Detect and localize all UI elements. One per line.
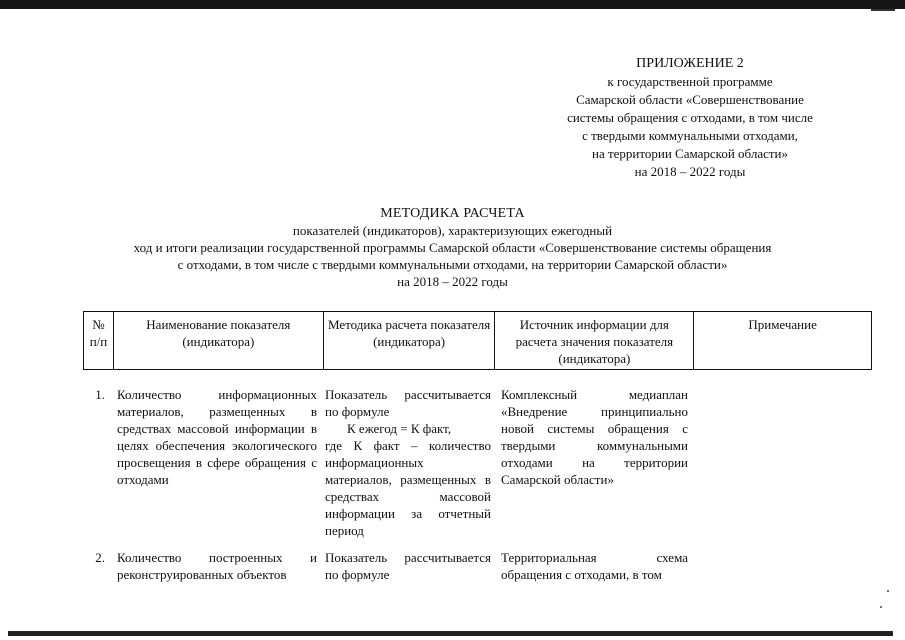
appendix-line: к государственной программе bbox=[607, 74, 773, 89]
indicators-table bbox=[83, 311, 872, 583]
methodology-subtitle-line: показателей (индикаторов), характеризующих ежегодный bbox=[292, 223, 613, 238]
calculation-method bbox=[323, 386, 495, 539]
header-information-source: Источник информации для расчета значения показателя (индикатора) bbox=[495, 312, 694, 369]
indicator-name: Количество информационных материалов, размещенных в средствах массовой информации в целях обеспечения экологического просвещения в сфере обращения с отходами bbox=[117, 387, 317, 487]
note bbox=[694, 386, 872, 539]
methodology-title: МЕТОДИКА РАСЧЕТА bbox=[380, 206, 525, 221]
header-note: Примечание bbox=[694, 312, 872, 369]
methodology-heading bbox=[70, 205, 835, 290]
appendix-line: Самарской области «Совершенствование bbox=[576, 92, 804, 107]
scan-top-edge bbox=[0, 0, 905, 9]
table-row bbox=[83, 386, 872, 539]
appendix-line: с твердыми коммунальными отходами, bbox=[582, 128, 798, 143]
appendix-line: на 2018 – 2022 годы bbox=[634, 164, 746, 179]
method-intro: Показатель рассчитывается по формуле bbox=[325, 387, 491, 419]
methodology-subtitle-line: с отходами, в том числе с твердыми коммунальными отходами, на территории Самарской области» bbox=[177, 257, 728, 272]
indicator-name: Количество построенных и реконструированных объектов bbox=[117, 550, 317, 582]
scan-speck bbox=[887, 590, 889, 592]
calculation-method: Показатель рассчитывается по формуле bbox=[325, 550, 491, 582]
information-source: Территориальная схема обращения с отходами, в том bbox=[501, 550, 688, 582]
header-number: № п/п bbox=[84, 312, 114, 369]
row-number: 1. bbox=[95, 387, 105, 402]
method-formula: К ежегод = К факт, bbox=[347, 421, 452, 436]
appendix-line: системы обращения с отходами, в том числе bbox=[567, 110, 813, 125]
appendix-header bbox=[540, 55, 840, 181]
scan-bottom-edge bbox=[8, 631, 893, 636]
row-number: 2. bbox=[95, 550, 105, 565]
appendix-title: ПРИЛОЖЕНИЕ 2 bbox=[636, 56, 744, 71]
header-calculation-method: Методика расчета показателя (индикатора) bbox=[324, 312, 496, 369]
header-indicator-name: Наименование показателя (индикатора) bbox=[114, 312, 324, 369]
note bbox=[694, 549, 872, 583]
appendix-line: на территории Самарской области» bbox=[592, 146, 788, 161]
information-source: Комплексный медиаплан «Внедрение принципиально новой системы обращения с твердыми коммунальными отходами на территории Самарской области» bbox=[501, 387, 688, 487]
methodology-subtitle-line: на 2018 – 2022 годы bbox=[397, 274, 508, 289]
method-definition: где К факт – количество информационных материалов, размещенных в средствах массовой информации за отчетный период bbox=[325, 438, 491, 538]
table-header-row bbox=[83, 311, 872, 370]
methodology-subtitle-line: ход и итоги реализации государственной программы Самарской области «Совершенствование системы обращения bbox=[133, 240, 772, 255]
table-row bbox=[83, 549, 872, 583]
scan-speck bbox=[880, 606, 882, 608]
